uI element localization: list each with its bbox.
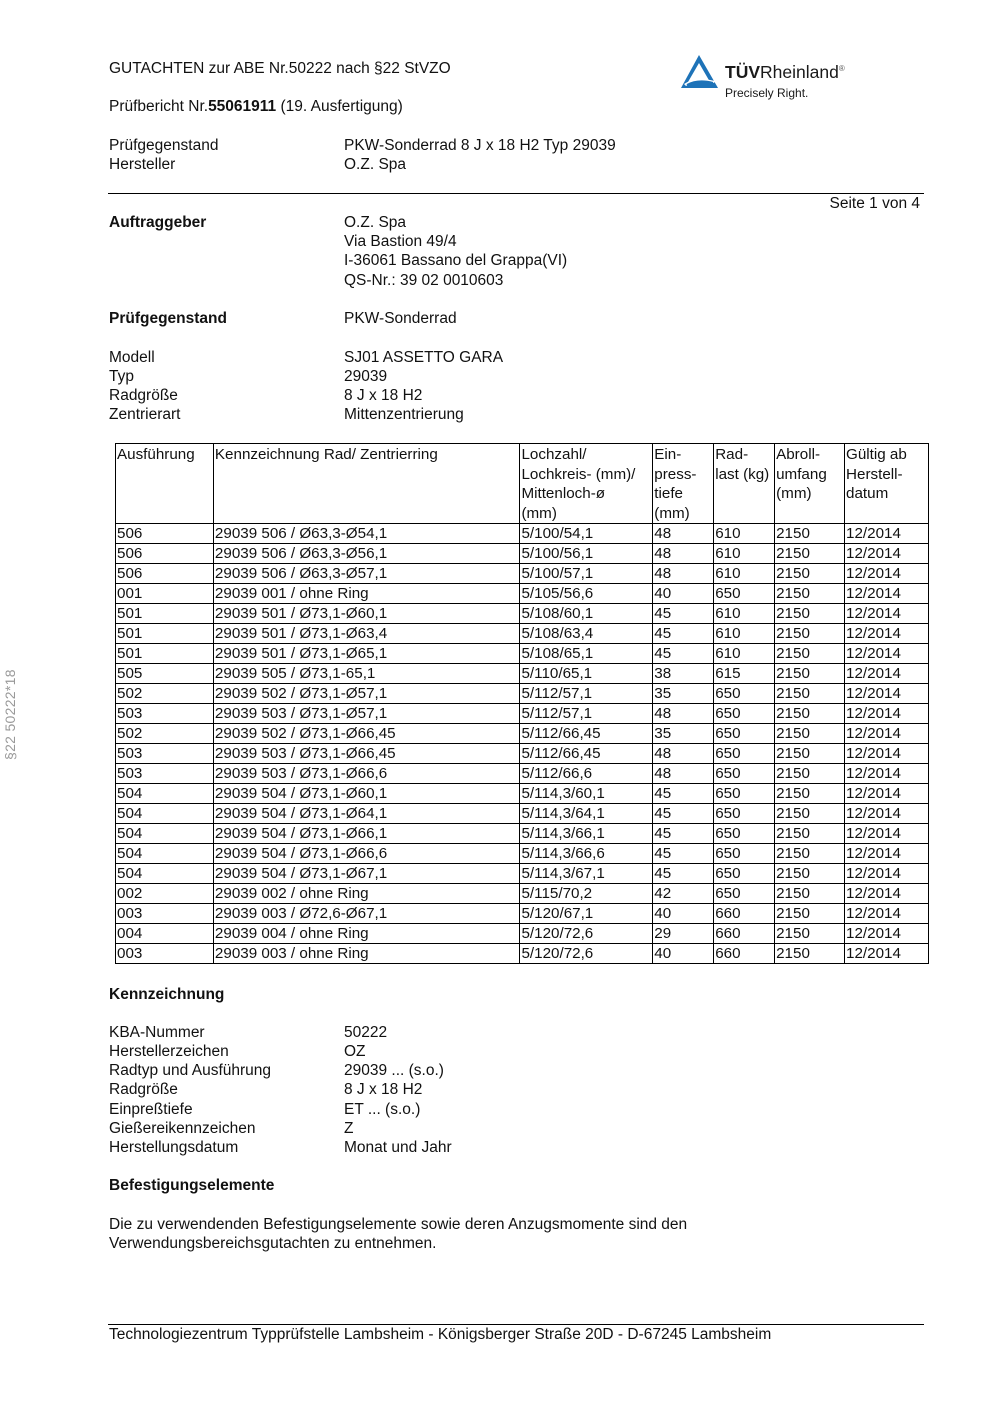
cell-variant: 503 bbox=[116, 764, 214, 784]
marking-value-wheel-size: 8 J x 18 H2 bbox=[344, 1081, 423, 1098]
table-row bbox=[116, 564, 929, 584]
cell-variant: 506 bbox=[116, 564, 214, 584]
cell-valid-from: 12/2014 bbox=[845, 664, 929, 684]
cell-bolt-pattern: 5/112/66,6 bbox=[520, 764, 653, 784]
table-row bbox=[116, 584, 929, 604]
table-row bbox=[116, 884, 929, 904]
cell-valid-from: 12/2014 bbox=[845, 564, 929, 584]
marking-value-production-date: Monat und Jahr bbox=[344, 1139, 452, 1156]
cell-bolt-pattern: 5/120/72,6 bbox=[520, 944, 653, 964]
cell-marking: 29039 003 / ohne Ring bbox=[213, 944, 520, 964]
cell-rolling-circumference: 2150 bbox=[775, 584, 845, 604]
column-header-line: (mm) bbox=[776, 485, 812, 502]
column-header-line: press- bbox=[654, 465, 697, 483]
cell-offset: 48 bbox=[653, 764, 714, 784]
logo-brand-regular: Rheinland bbox=[760, 62, 839, 82]
column-header-line: (mm) bbox=[654, 504, 690, 522]
cell-variant: 505 bbox=[116, 664, 214, 684]
cell-valid-from: 12/2014 bbox=[845, 604, 929, 624]
cell-rolling-circumference: 2150 bbox=[775, 624, 845, 644]
marking-value-foundry: Z bbox=[344, 1120, 354, 1137]
cell-bolt-pattern: 5/100/56,1 bbox=[520, 544, 653, 564]
cell-bolt-pattern: 5/120/67,1 bbox=[520, 904, 653, 924]
marking-label-wheel-size: Radgröße bbox=[109, 1081, 178, 1098]
cell-marking: 29039 504 / Ø73,1-Ø66,6 bbox=[213, 844, 520, 864]
registered-mark: ® bbox=[838, 64, 845, 74]
table-row bbox=[116, 644, 929, 664]
cell-marking: 29039 001 / ohne Ring bbox=[213, 584, 520, 604]
cell-variant: 504 bbox=[116, 804, 214, 824]
cell-rolling-circumference: 2150 bbox=[775, 544, 845, 564]
cell-wheel-load: 650 bbox=[714, 764, 775, 784]
table-row bbox=[116, 704, 929, 724]
cell-marking: 29039 503 / Ø73,1-Ø57,1 bbox=[213, 704, 520, 724]
cell-marking: 29039 504 / Ø73,1-Ø66,1 bbox=[213, 824, 520, 844]
page-number: Seite 1 von 4 bbox=[829, 195, 920, 212]
cell-valid-from: 12/2014 bbox=[845, 844, 929, 864]
client-qs-number: QS-Nr.: 39 02 0010603 bbox=[344, 271, 504, 289]
table-row bbox=[116, 924, 929, 944]
cell-marking: 29039 501 / Ø73,1-Ø60,1 bbox=[213, 604, 520, 624]
cell-bolt-pattern: 5/112/57,1 bbox=[520, 684, 653, 704]
table-row bbox=[116, 824, 929, 844]
cell-offset: 40 bbox=[653, 944, 714, 964]
table-row bbox=[116, 844, 929, 864]
cell-rolling-circumference: 2150 bbox=[775, 604, 845, 624]
cell-wheel-load: 610 bbox=[714, 524, 775, 544]
table-row bbox=[116, 524, 929, 544]
cell-rolling-circumference: 2150 bbox=[775, 564, 845, 584]
cell-rolling-circumference: 2150 bbox=[775, 704, 845, 724]
cell-marking: 29039 002 / ohne Ring bbox=[213, 884, 520, 904]
wheel-variants-table bbox=[115, 443, 929, 964]
column-header-line: datum bbox=[846, 485, 889, 502]
cell-rolling-circumference: 2150 bbox=[775, 764, 845, 784]
cell-offset: 45 bbox=[653, 624, 714, 644]
detail-label-centering: Zentrierart bbox=[109, 406, 181, 423]
cell-marking: 29039 504 / Ø73,1-Ø67,1 bbox=[213, 864, 520, 884]
cell-variant: 004 bbox=[116, 924, 214, 944]
report-suffix: (19. Ausfertigung) bbox=[276, 98, 403, 115]
cell-valid-from: 12/2014 bbox=[845, 544, 929, 564]
cell-marking: 29039 502 / Ø73,1-Ø57,1 bbox=[213, 684, 520, 704]
cell-rolling-circumference: 2150 bbox=[775, 664, 845, 684]
table-row bbox=[116, 604, 929, 624]
cell-wheel-load: 610 bbox=[714, 644, 775, 664]
cell-bolt-pattern: 5/108/63,4 bbox=[520, 624, 653, 644]
cell-marking: 29039 501 / Ø73,1-Ø63,4 bbox=[213, 624, 520, 644]
cell-marking: 29039 506 / Ø63,3-Ø56,1 bbox=[213, 544, 520, 564]
marking-label-kba: KBA-Nummer bbox=[109, 1024, 205, 1041]
cell-wheel-load: 650 bbox=[714, 784, 775, 804]
cell-offset: 29 bbox=[653, 924, 714, 944]
logo-brand-bold: TÜV bbox=[725, 62, 760, 82]
cell-valid-from: 12/2014 bbox=[845, 724, 929, 744]
cell-offset: 48 bbox=[653, 544, 714, 564]
cell-marking: 29039 504 / Ø73,1-Ø64,1 bbox=[213, 804, 520, 824]
cell-marking: 29039 506 / Ø63,3-Ø57,1 bbox=[213, 564, 520, 584]
cell-valid-from: 12/2014 bbox=[845, 804, 929, 824]
summary-label-subject: Prüfgegenstand bbox=[109, 137, 219, 154]
cell-wheel-load: 650 bbox=[714, 884, 775, 904]
cell-offset: 45 bbox=[653, 644, 714, 664]
summary-value-subject: PKW-Sonderrad 8 J x 18 H2 Typ 29039 bbox=[344, 137, 616, 154]
cell-valid-from: 12/2014 bbox=[845, 584, 929, 604]
cell-bolt-pattern: 5/114,3/66,6 bbox=[520, 844, 653, 864]
cell-offset: 35 bbox=[653, 724, 714, 744]
cell-rolling-circumference: 2150 bbox=[775, 824, 845, 844]
column-header-line: last (kg) bbox=[715, 465, 770, 483]
column-header-line: Lochzahl/ bbox=[521, 446, 587, 463]
cell-valid-from: 12/2014 bbox=[845, 704, 929, 724]
detail-value-model: SJ01 ASSETTO GARA bbox=[344, 349, 504, 366]
cell-variant: 502 bbox=[116, 684, 214, 704]
cell-variant: 503 bbox=[116, 704, 214, 724]
cell-marking: 29039 502 / Ø73,1-Ø66,45 bbox=[213, 724, 520, 744]
column-header-line: Kennzeichnung Rad/ Zentrierring bbox=[214, 446, 438, 463]
cell-rolling-circumference: 2150 bbox=[775, 844, 845, 864]
cell-marking: 29039 003 / Ø72,6-Ø67,1 bbox=[213, 904, 520, 924]
subject-label: Prüfgegenstand bbox=[109, 310, 227, 327]
detail-label-model: Modell bbox=[109, 349, 155, 366]
cell-offset: 45 bbox=[653, 864, 714, 884]
cell-valid-from: 12/2014 bbox=[845, 524, 929, 544]
column-header-line: Ausführung bbox=[117, 446, 195, 463]
cell-variant: 002 bbox=[116, 884, 214, 904]
cell-variant: 504 bbox=[116, 824, 214, 844]
column-header-line: umfang bbox=[776, 465, 827, 483]
marking-value-wheel-type: 29039 ... (s.o.) bbox=[344, 1062, 444, 1079]
client-address bbox=[344, 213, 567, 290]
summary-label-manufacturer: Hersteller bbox=[109, 156, 176, 173]
cell-valid-from: 12/2014 bbox=[845, 904, 929, 924]
footer-address: Technologiezentrum Typprüfstelle Lambsheim - Königsberger Straße 20D - D-67245 Lambsheim bbox=[109, 1326, 772, 1343]
table-row bbox=[116, 664, 929, 684]
cell-marking: 29039 506 / Ø63,3-Ø54,1 bbox=[213, 524, 520, 544]
detail-label-type: Typ bbox=[109, 368, 134, 385]
fasteners-title: Befestigungselemente bbox=[109, 1177, 275, 1194]
column-header-line: tiefe bbox=[654, 485, 683, 502]
column-header-line: Rad- bbox=[715, 446, 749, 463]
cell-wheel-load: 615 bbox=[714, 664, 775, 684]
marking-value-kba: 50222 bbox=[344, 1024, 388, 1041]
cell-wheel-load: 650 bbox=[714, 824, 775, 844]
cell-wheel-load: 660 bbox=[714, 904, 775, 924]
cell-bolt-pattern: 5/114,3/60,1 bbox=[520, 784, 653, 804]
column-header-wheel-load bbox=[714, 444, 775, 524]
cell-rolling-circumference: 2150 bbox=[775, 684, 845, 704]
cell-rolling-circumference: 2150 bbox=[775, 524, 845, 544]
cell-wheel-load: 650 bbox=[714, 804, 775, 824]
cell-wheel-load: 650 bbox=[714, 864, 775, 884]
cell-bolt-pattern: 5/108/60,1 bbox=[520, 604, 653, 624]
cell-wheel-load: 650 bbox=[714, 724, 775, 744]
cell-offset: 40 bbox=[653, 904, 714, 924]
cell-offset: 38 bbox=[653, 664, 714, 684]
cell-wheel-load: 650 bbox=[714, 744, 775, 764]
cell-rolling-circumference: 2150 bbox=[775, 904, 845, 924]
cell-rolling-circumference: 2150 bbox=[775, 804, 845, 824]
marking-value-manufacturer-mark: OZ bbox=[344, 1043, 366, 1060]
table-row bbox=[116, 944, 929, 964]
cell-wheel-load: 610 bbox=[714, 624, 775, 644]
report-prefix: Prüfbericht Nr. bbox=[109, 98, 209, 115]
cell-valid-from: 12/2014 bbox=[845, 624, 929, 644]
cell-rolling-circumference: 2150 bbox=[775, 784, 845, 804]
detail-value-type: 29039 bbox=[344, 368, 388, 385]
side-stamp: §22 50222*18 bbox=[2, 669, 18, 760]
table-row bbox=[116, 904, 929, 924]
column-header-variant bbox=[116, 444, 214, 524]
cell-valid-from: 12/2014 bbox=[845, 884, 929, 904]
cell-bolt-pattern: 5/115/70,2 bbox=[520, 884, 653, 904]
column-header-valid-from bbox=[845, 444, 929, 524]
cell-bolt-pattern: 5/112/57,1 bbox=[520, 704, 653, 724]
cell-bolt-pattern: 5/108/65,1 bbox=[520, 644, 653, 664]
cell-variant: 506 bbox=[116, 544, 214, 564]
client-name: O.Z. Spa bbox=[344, 214, 407, 231]
table-row bbox=[116, 624, 929, 644]
cell-offset: 45 bbox=[653, 844, 714, 864]
client-street: Via Bastion 49/4 bbox=[344, 233, 457, 251]
marking-value-offset: ET ... (s.o.) bbox=[344, 1101, 421, 1118]
cell-rolling-circumference: 2150 bbox=[775, 724, 845, 744]
table-row bbox=[116, 544, 929, 564]
cell-rolling-circumference: 2150 bbox=[775, 924, 845, 944]
marking-label-foundry: Gießereikennzeichen bbox=[109, 1120, 256, 1137]
cell-wheel-load: 610 bbox=[714, 604, 775, 624]
table-row bbox=[116, 784, 929, 804]
cell-valid-from: 12/2014 bbox=[845, 684, 929, 704]
cell-bolt-pattern: 5/105/56,6 bbox=[520, 584, 653, 604]
cell-valid-from: 12/2014 bbox=[845, 784, 929, 804]
column-header-line: Gültig ab bbox=[846, 446, 907, 463]
cell-variant: 502 bbox=[116, 724, 214, 744]
marking-title: Kennzeichnung bbox=[109, 986, 225, 1003]
cell-wheel-load: 650 bbox=[714, 684, 775, 704]
column-header-line: (mm) bbox=[521, 504, 557, 522]
table-header-row bbox=[116, 444, 929, 524]
fasteners-text-line-1: Die zu verwendenden Befestigungselemente sowie deren Anzugsmomente sind den bbox=[109, 1216, 688, 1233]
column-header-bolt-pattern bbox=[520, 444, 653, 524]
report-number-line bbox=[109, 97, 403, 116]
cell-wheel-load: 610 bbox=[714, 564, 775, 584]
cell-rolling-circumference: 2150 bbox=[775, 864, 845, 884]
cell-variant: 501 bbox=[116, 604, 214, 624]
table-row bbox=[116, 684, 929, 704]
cell-bolt-pattern: 5/114,3/64,1 bbox=[520, 804, 653, 824]
cell-rolling-circumference: 2150 bbox=[775, 744, 845, 764]
cell-wheel-load: 660 bbox=[714, 944, 775, 964]
logo-tagline: Precisely Right. bbox=[725, 86, 809, 100]
cell-bolt-pattern: 5/112/66,45 bbox=[520, 724, 653, 744]
cell-bolt-pattern: 5/100/57,1 bbox=[520, 564, 653, 584]
cell-marking: 29039 004 / ohne Ring bbox=[213, 924, 520, 944]
cell-bolt-pattern: 5/114,3/66,1 bbox=[520, 824, 653, 844]
cell-variant: 501 bbox=[116, 624, 214, 644]
cell-offset: 45 bbox=[653, 784, 714, 804]
cell-bolt-pattern: 5/114,3/67,1 bbox=[520, 864, 653, 884]
cell-variant: 001 bbox=[116, 584, 214, 604]
cell-marking: 29039 505 / Ø73,1-65,1 bbox=[213, 664, 520, 684]
cell-bolt-pattern: 5/110/65,1 bbox=[520, 664, 653, 684]
cell-valid-from: 12/2014 bbox=[845, 644, 929, 664]
column-header-marking bbox=[213, 444, 520, 524]
cell-offset: 48 bbox=[653, 524, 714, 544]
cell-wheel-load: 650 bbox=[714, 844, 775, 864]
cell-marking: 29039 503 / Ø73,1-Ø66,45 bbox=[213, 744, 520, 764]
tuv-triangle-icon bbox=[680, 54, 720, 90]
column-header-line: Lochkreis- (mm)/ bbox=[521, 465, 636, 483]
client-city: I-36061 Bassano del Grappa(VI) bbox=[344, 252, 568, 270]
detail-value-wheel-size: 8 J x 18 H2 bbox=[344, 387, 423, 404]
table-row bbox=[116, 804, 929, 824]
cell-offset: 45 bbox=[653, 604, 714, 624]
column-header-line: Abroll- bbox=[776, 446, 820, 463]
cell-valid-from: 12/2014 bbox=[845, 744, 929, 764]
cell-offset: 42 bbox=[653, 884, 714, 904]
cell-offset: 48 bbox=[653, 704, 714, 724]
cell-variant: 503 bbox=[116, 744, 214, 764]
cell-offset: 48 bbox=[653, 744, 714, 764]
table-row bbox=[116, 744, 929, 764]
cell-offset: 48 bbox=[653, 564, 714, 584]
detail-value-centering: Mittenzentrierung bbox=[344, 406, 464, 423]
marking-label-production-date: Herstellungsdatum bbox=[109, 1139, 239, 1156]
document-title: GUTACHTEN zur ABE Nr.50222 nach §22 StVZO bbox=[109, 60, 451, 77]
cell-bolt-pattern: 5/112/66,45 bbox=[520, 744, 653, 764]
header-divider bbox=[108, 193, 924, 194]
cell-marking: 29039 503 / Ø73,1-Ø66,6 bbox=[213, 764, 520, 784]
cell-marking: 29039 501 / Ø73,1-Ø65,1 bbox=[213, 644, 520, 664]
cell-valid-from: 12/2014 bbox=[845, 864, 929, 884]
cell-valid-from: 12/2014 bbox=[845, 944, 929, 964]
cell-rolling-circumference: 2150 bbox=[775, 944, 845, 964]
marking-label-offset: Einpreßtiefe bbox=[109, 1101, 193, 1118]
cell-variant: 506 bbox=[116, 524, 214, 544]
cell-valid-from: 12/2014 bbox=[845, 924, 929, 944]
cell-bolt-pattern: 5/120/72,6 bbox=[520, 924, 653, 944]
cell-valid-from: 12/2014 bbox=[845, 824, 929, 844]
marking-label-wheel-type: Radtyp und Ausführung bbox=[109, 1062, 272, 1079]
table-row bbox=[116, 764, 929, 784]
marking-label-manufacturer-mark: Herstellerzeichen bbox=[109, 1043, 229, 1060]
client-label: Auftraggeber bbox=[109, 214, 207, 231]
cell-rolling-circumference: 2150 bbox=[775, 884, 845, 904]
table-row bbox=[116, 724, 929, 744]
fasteners-text-line-2: Verwendungsbereichsgutachten zu entnehmen. bbox=[109, 1235, 437, 1252]
cell-rolling-circumference: 2150 bbox=[775, 644, 845, 664]
detail-label-wheel-size: Radgröße bbox=[109, 387, 178, 404]
column-header-line: Mittenloch-ø bbox=[521, 485, 606, 502]
cell-variant: 003 bbox=[116, 904, 214, 924]
cell-offset: 35 bbox=[653, 684, 714, 704]
cell-bolt-pattern: 5/100/54,1 bbox=[520, 524, 653, 544]
tuv-rheinland-logo bbox=[680, 54, 880, 104]
cell-variant: 504 bbox=[116, 864, 214, 884]
cell-offset: 45 bbox=[653, 804, 714, 824]
table-row bbox=[116, 864, 929, 884]
summary-value-manufacturer: O.Z. Spa bbox=[344, 156, 407, 173]
cell-marking: 29039 504 / Ø73,1-Ø60,1 bbox=[213, 784, 520, 804]
cell-offset: 40 bbox=[653, 584, 714, 604]
cell-variant: 501 bbox=[116, 644, 214, 664]
cell-wheel-load: 660 bbox=[714, 924, 775, 944]
cell-variant: 003 bbox=[116, 944, 214, 964]
cell-wheel-load: 650 bbox=[714, 704, 775, 724]
cell-variant: 504 bbox=[116, 844, 214, 864]
report-number: 55061911 bbox=[208, 98, 277, 115]
cell-wheel-load: 610 bbox=[714, 544, 775, 564]
cell-valid-from: 12/2014 bbox=[845, 764, 929, 784]
cell-offset: 45 bbox=[653, 824, 714, 844]
logo-brand bbox=[725, 62, 845, 83]
column-header-offset bbox=[653, 444, 714, 524]
subject-value: PKW-Sonderrad bbox=[344, 310, 457, 327]
column-header-line: Herstell- bbox=[846, 465, 903, 483]
cell-variant: 504 bbox=[116, 784, 214, 804]
column-header-line: Ein- bbox=[654, 446, 682, 463]
cell-wheel-load: 650 bbox=[714, 584, 775, 604]
column-header-rolling-circumference bbox=[775, 444, 845, 524]
